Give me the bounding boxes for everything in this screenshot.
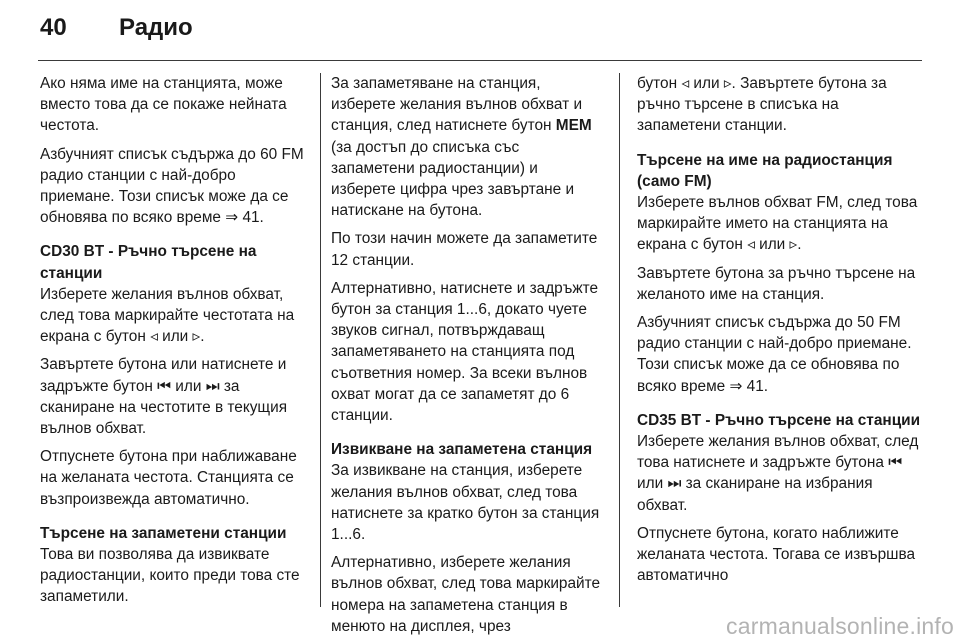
paragraph: Азбучният списък съдържа до 60 FM радио станции с най-добро приемане. Този списък може да се обновява по всяко време ⇒ 41.	[40, 145, 304, 227]
text-column-1	[40, 73, 312, 615]
paragraph: Алтернативно, изберете желания вълнов обхват, след това маркирайте номера на запаметена станция в менюто на дисплея, чрез	[331, 554, 601, 635]
paragraph: Азбучният списък съдържа до 50 FM радио станции с най-добро приемане. Този списък може да се обновява по всяко време ⇒ 41.	[637, 314, 912, 395]
mem-button-label: MEM	[555, 117, 592, 135]
section-heading: Търсене на запаметени станции	[40, 524, 287, 542]
text-column-2	[331, 73, 606, 644]
section-heading: CD30 BT - Ръчно търсене на станции	[40, 243, 257, 282]
paragraph: Отпуснете бутона при наближаване на желаната честота. Станцията се възпроизвежда автоматично.	[40, 448, 297, 508]
paragraph: Отпуснете бутона, когато наближите желаната честота. Тогава се извършва автоматично	[637, 524, 916, 585]
paragraph: Изберете желания вълнов обхват, след това маркирайте честотата на екрана с бутон ◃ или ▹.	[40, 285, 295, 346]
text-column-3	[637, 73, 922, 593]
paragraph: Алтернативно, натиснете и задръжте бутон за станция 1...6, докато чуете звуков сигнал, потвърждаващ запаметяването на станцията под съответния номер. За всеки вълнов охват могат да се запаметят до 6 станции.	[331, 279, 599, 425]
paragraph: Завъртете бутона за ръчно търсене на желаното име на станция.	[637, 264, 916, 303]
column-divider	[619, 73, 620, 607]
paragraph: За запаметяване на станция, изберете желания вълнов обхват и станция, след натиснете бутон MEM (за достъп до списъка със запаметени радиостанции) и изберете цифра чрез завъртане и натискане на бутона.	[331, 75, 592, 220]
section-heading: Извикване на запаметена станция	[331, 441, 593, 459]
paragraph: Това ви позволява да извиквате радиостанции, които преди това сте запаметили.	[40, 546, 300, 606]
page-title: Радио	[119, 14, 193, 41]
paragraph: Изберете вълнов обхват FM, след това маркирайте името на станцията на екрана с бутон ◃ или ▹.	[637, 194, 918, 254]
paragraph: бутон ◃ или ▹. Завъртете бутона за ръчно търсене в списъка на запаметени станции.	[637, 75, 887, 135]
header-divider	[38, 60, 922, 61]
paragraph: За извикване на станция, изберете желания вълнов обхват, след това натиснете за кратко бутон за станция 1...6.	[331, 462, 600, 544]
section-heading: CD35 BT - Ръчно търсене на станции	[637, 411, 921, 429]
page-header	[0, 0, 960, 62]
paragraph: Завъртете бутона или натиснете и задръжте бутон ⏮ или ⏭ за сканиране на честотите в текущия вълнов обхват.	[40, 356, 288, 438]
watermark: carmanualsonline.info	[726, 613, 954, 639]
page-number: 40	[40, 14, 67, 41]
paragraph: Ако няма име на станцията, може вместо това да се покаже нейната честота.	[40, 75, 287, 135]
column-divider	[320, 73, 321, 607]
paragraph: По този начин можете да запаметите 12 станции.	[331, 230, 598, 269]
section-heading: Търсене на име на радиостанция (само FM)	[637, 151, 893, 190]
paragraph: Изберете желания вълнов обхват, след това натиснете и задръжте бутона ⏮ или ⏭ за сканиране на избрания обхват.	[637, 433, 919, 514]
